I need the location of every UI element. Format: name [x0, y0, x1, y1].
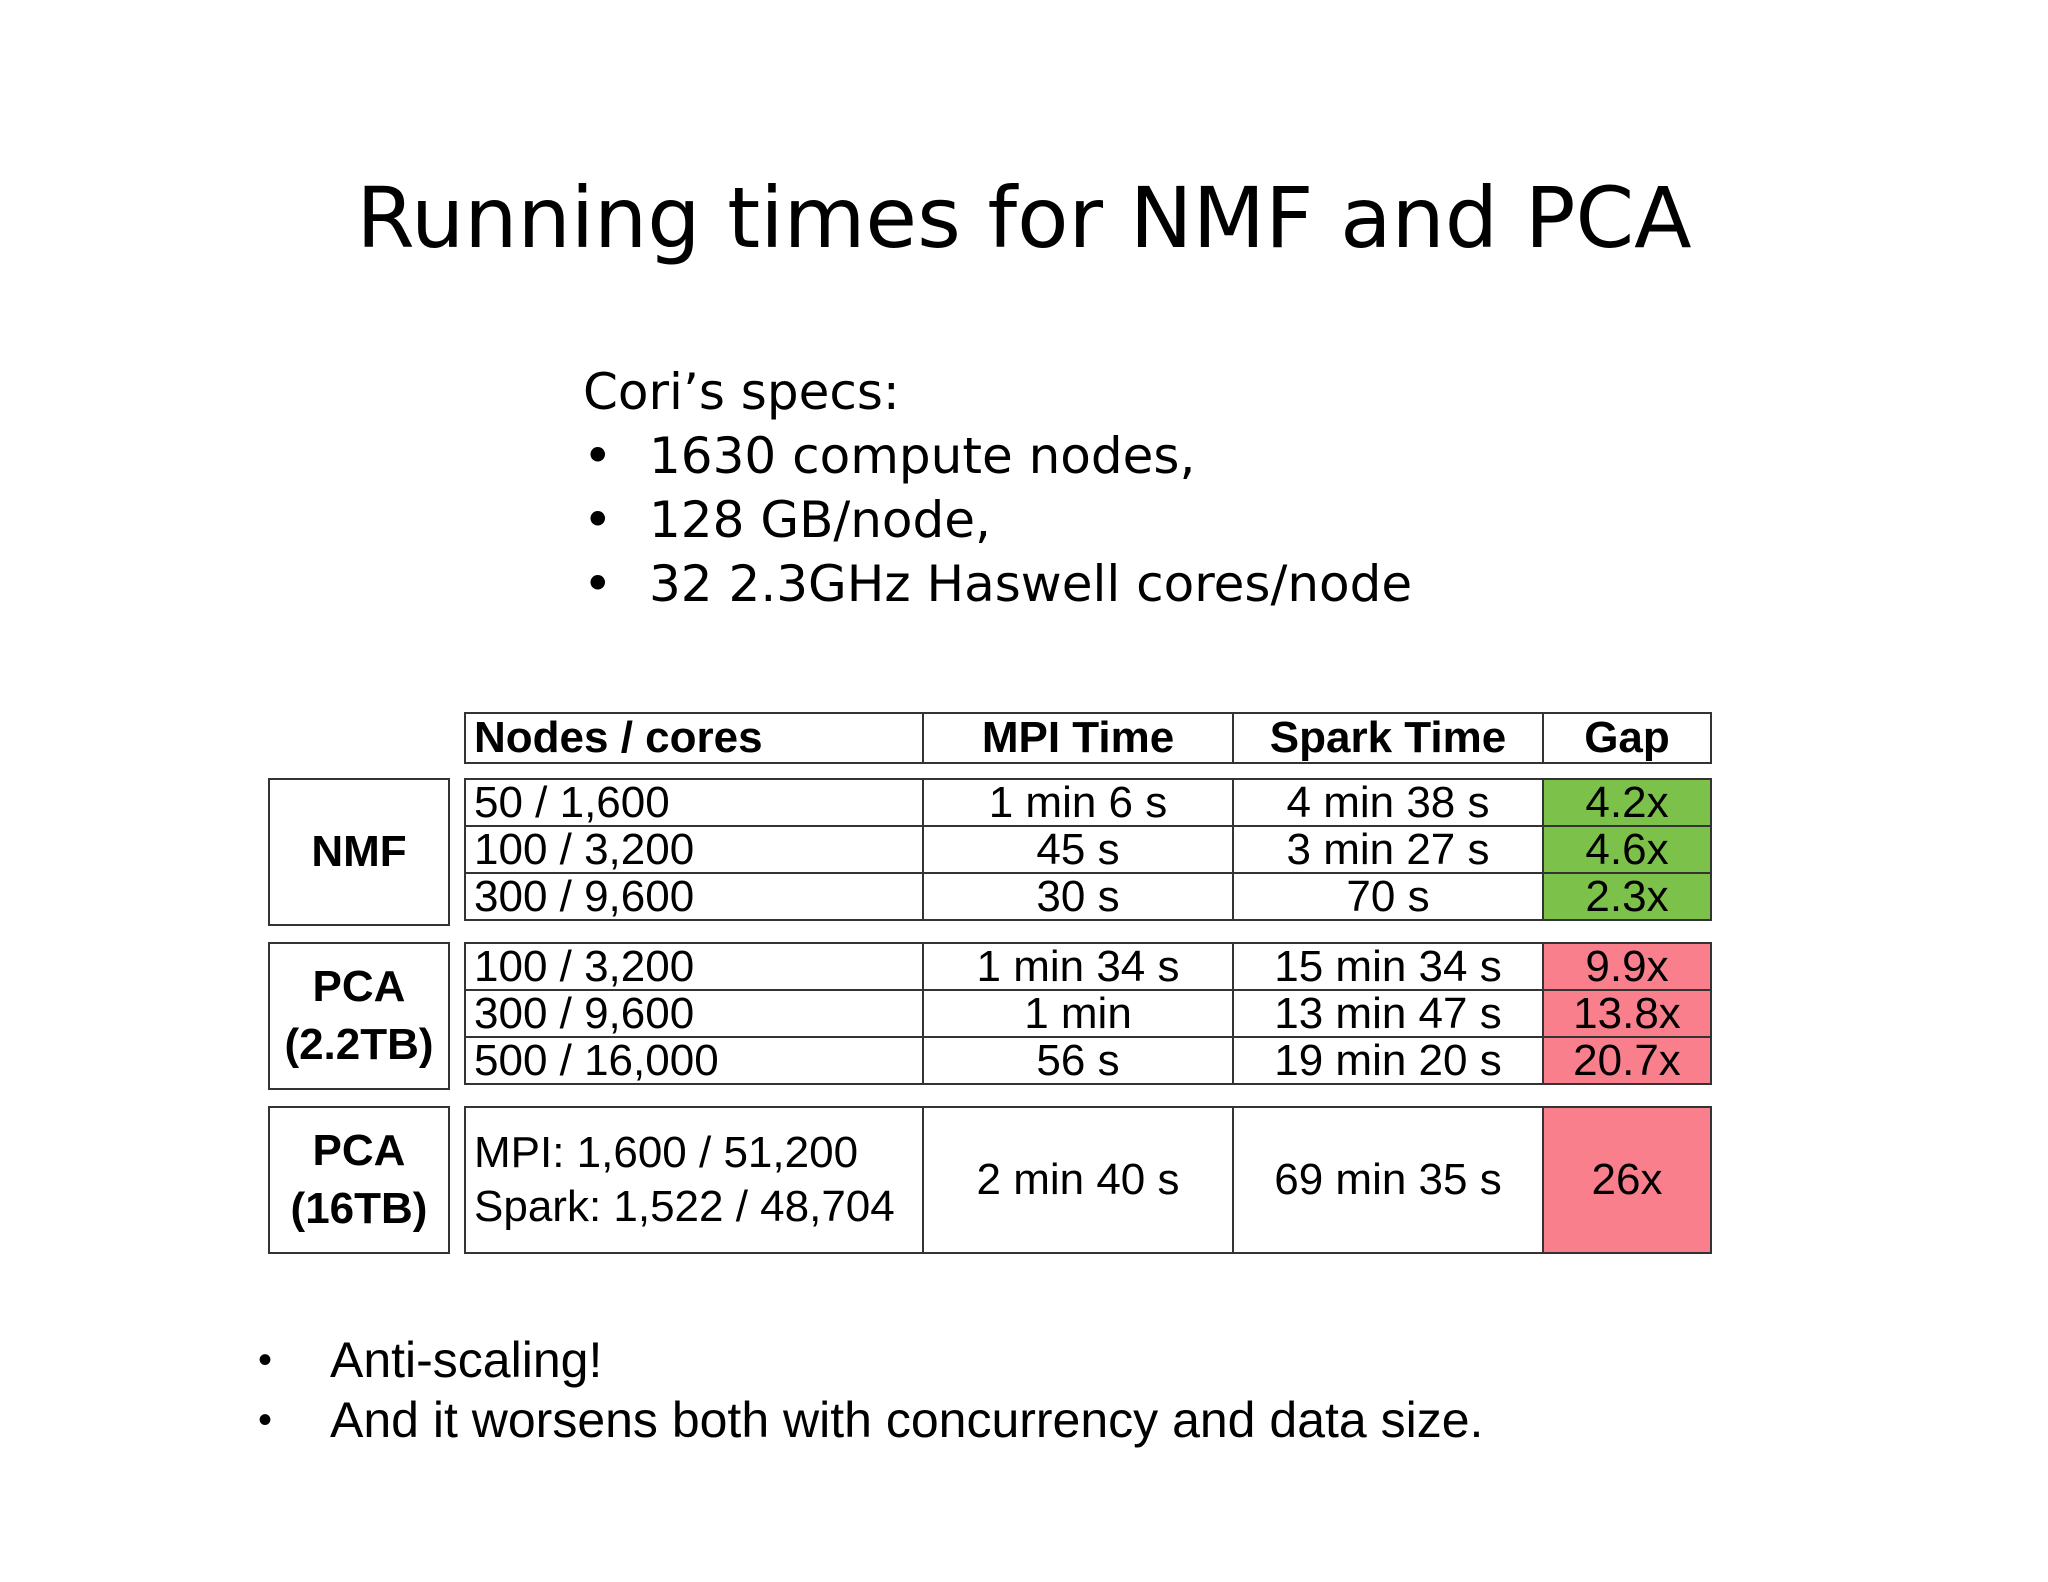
- cell-nodes: MPI: 1,600 / 51,200 Spark: 1,522 / 48,704: [465, 1107, 923, 1253]
- slide-title: Running times for NMF and PCA: [356, 169, 1692, 267]
- cell-spark-time: 13 min 47 s: [1233, 990, 1543, 1037]
- column-header-mpi-time: MPI Time: [923, 713, 1233, 763]
- table-row: [465, 1037, 1711, 1084]
- column-header-spark-time: Spark Time: [1233, 713, 1543, 763]
- table-row: [465, 826, 1711, 873]
- cell-nodes: 50 / 1,600: [465, 779, 923, 826]
- specs-item: • 32 2.3GHz Haswell cores/node: [583, 552, 1412, 616]
- cell-nodes: 100 / 3,200: [465, 826, 923, 873]
- notes-block: [258, 1330, 1483, 1450]
- header-table: [464, 712, 1712, 764]
- cell-mpi-time: 1 min: [923, 990, 1233, 1037]
- cell-spark-time: 3 min 27 s: [1233, 826, 1543, 873]
- specs-item: • 1630 compute nodes,: [583, 424, 1412, 488]
- notes-list: [258, 1330, 1483, 1450]
- table-row: [465, 873, 1711, 920]
- cell-mpi-time: 45 s: [923, 826, 1233, 873]
- specs-item: • 128 GB/node,: [583, 488, 1412, 552]
- cell-nodes: 100 / 3,200: [465, 943, 923, 990]
- group-label-pca-2-2tb: PCA (2.2TB): [268, 942, 450, 1090]
- cell-gap: 20.7x: [1543, 1037, 1711, 1084]
- column-header-gap: Gap: [1543, 713, 1711, 763]
- notes-item: • Anti-scaling!: [258, 1332, 603, 1388]
- specs-list: [583, 424, 1412, 616]
- column-header-nodes: Nodes / cores: [465, 713, 923, 763]
- cell-gap: 26x: [1543, 1107, 1711, 1253]
- bullet-icon: •: [258, 1338, 273, 1382]
- table-row: [465, 1107, 1711, 1253]
- group-label-nmf: NMF: [268, 778, 450, 926]
- cell-mpi-time: 1 min 6 s: [923, 779, 1233, 826]
- cell-nodes: 500 / 16,000: [465, 1037, 923, 1084]
- group-label-pca-16tb: PCA (16TB): [268, 1106, 450, 1254]
- cell-spark-time: 69 min 35 s: [1233, 1107, 1543, 1253]
- bullet-icon: •: [583, 491, 613, 549]
- pca-16tb-table: [464, 1106, 1712, 1254]
- cell-gap: 13.8x: [1543, 990, 1711, 1037]
- cell-mpi-time: 56 s: [923, 1037, 1233, 1084]
- cell-mpi-time: 1 min 34 s: [923, 943, 1233, 990]
- cell-mpi-time: 30 s: [923, 873, 1233, 920]
- bullet-icon: •: [258, 1398, 273, 1442]
- cell-spark-time: 4 min 38 s: [1233, 779, 1543, 826]
- cell-gap: 4.2x: [1543, 779, 1711, 826]
- cell-gap: 2.3x: [1543, 873, 1711, 920]
- cell-nodes: 300 / 9,600: [465, 990, 923, 1037]
- cell-spark-time: 15 min 34 s: [1233, 943, 1543, 990]
- table-row: [465, 779, 1711, 826]
- specs-block: [583, 360, 1412, 616]
- notes-item: • And it worsens both with concurrency and data size.: [258, 1392, 1484, 1448]
- cell-nodes: 300 / 9,600: [465, 873, 923, 920]
- bullet-icon: •: [583, 427, 613, 485]
- table-row: [465, 990, 1711, 1037]
- table-row: [465, 943, 1711, 990]
- cell-spark-time: 19 min 20 s: [1233, 1037, 1543, 1084]
- nmf-table: [464, 778, 1712, 921]
- specs-heading: Cori’s specs:: [583, 363, 900, 421]
- cell-gap: 4.6x: [1543, 826, 1711, 873]
- cell-gap: 9.9x: [1543, 943, 1711, 990]
- cell-mpi-time: 2 min 40 s: [923, 1107, 1233, 1253]
- bullet-icon: •: [583, 555, 613, 613]
- pca-2-2tb-table: [464, 942, 1712, 1085]
- cell-spark-time: 70 s: [1233, 873, 1543, 920]
